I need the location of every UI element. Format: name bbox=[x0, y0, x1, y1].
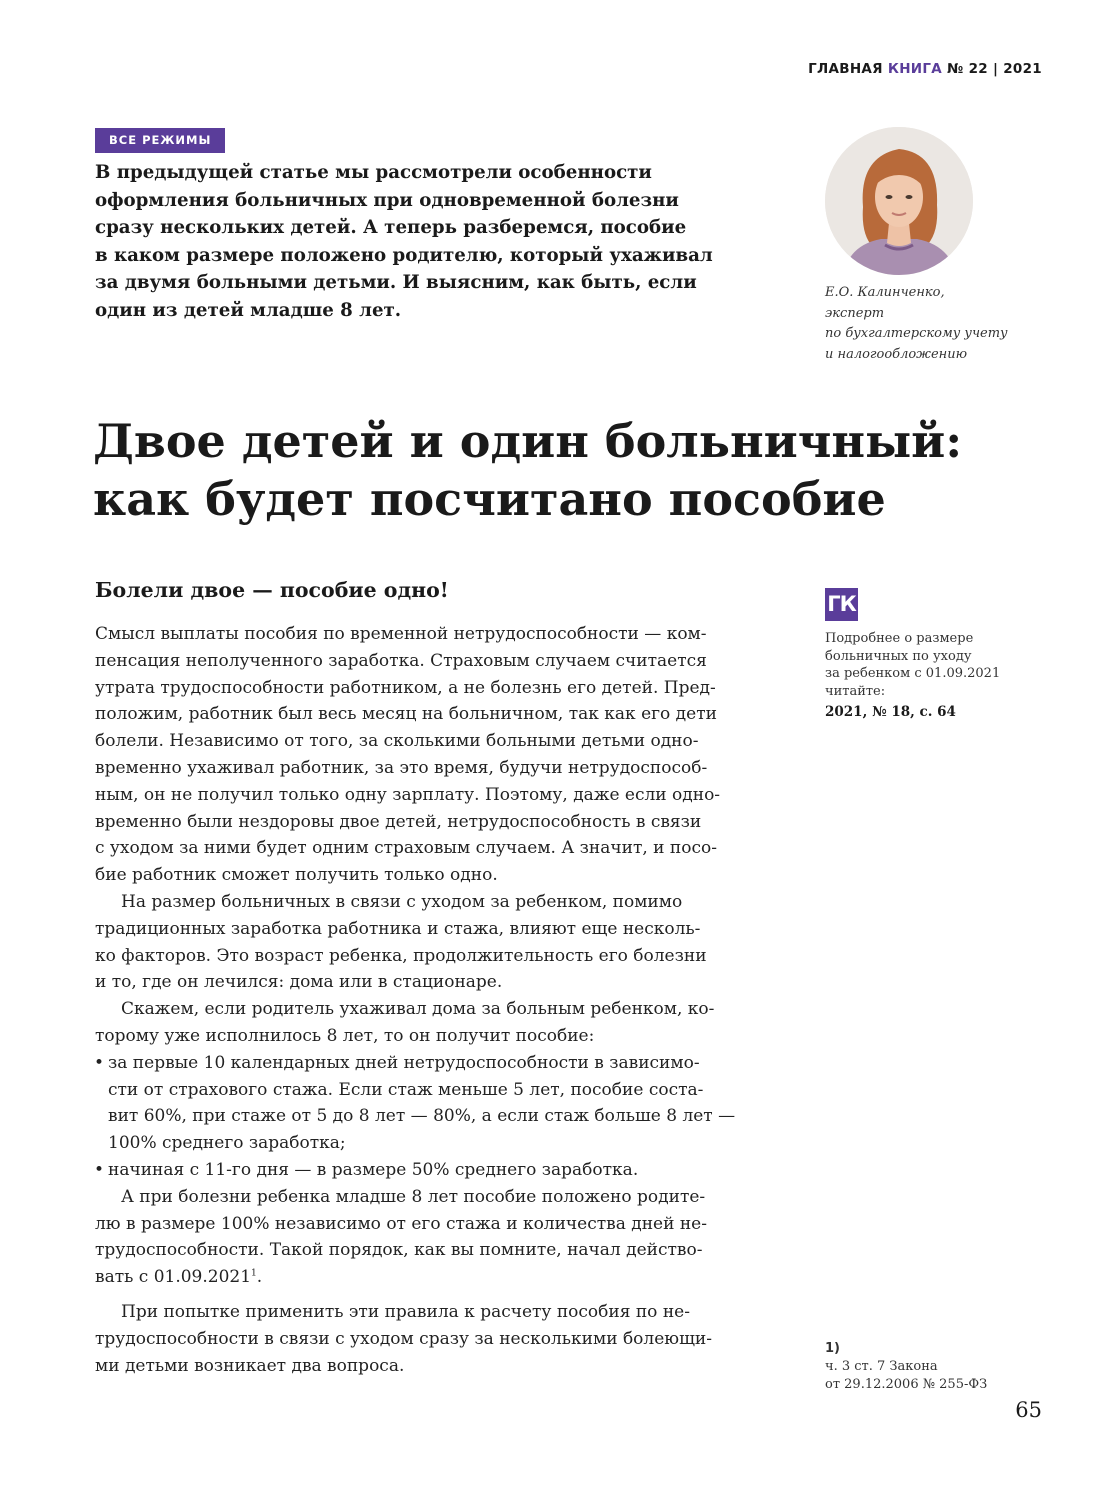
lead-line: один из детей младше 8 лет. bbox=[95, 299, 402, 321]
bullet-item: • начиная с 11-го дня — в размере 50% среднего заработка. bbox=[108, 1157, 785, 1184]
text-line: А при болезни ребенка младше 8 лет пособие положено родите- bbox=[121, 1186, 706, 1207]
ref-line: за ребенком с 01.09.2021 bbox=[825, 666, 1001, 681]
text-fragment: . bbox=[256, 1267, 263, 1288]
text-fragment: вать с 01.09.2021 bbox=[95, 1267, 252, 1288]
paragraph-2 bbox=[95, 889, 785, 996]
bullet-list bbox=[95, 1050, 785, 1184]
cross-reference-text bbox=[825, 630, 1045, 700]
footnote-reference[interactable]: 1 bbox=[251, 1268, 257, 1279]
author-caption bbox=[825, 283, 1045, 365]
title-line: Двое детей и один больничный: bbox=[93, 414, 963, 468]
footnote-mark: 1) bbox=[825, 1341, 840, 1356]
text-line: временно были нездоровы двое детей, нетрудоспособность в связи bbox=[95, 811, 702, 832]
text-line: и то, где он лечился: дома или в стационаре. bbox=[95, 972, 503, 993]
text-line bbox=[95, 1264, 785, 1291]
lead-line: В предыдущей статье мы рассмотрели особенности bbox=[95, 162, 652, 183]
gk-logo-icon: ГК bbox=[825, 588, 858, 621]
author-line: по бухгалтерскому учету bbox=[825, 326, 1008, 341]
issue-number: № 22 | 2021 bbox=[947, 61, 1042, 77]
lead-paragraph bbox=[95, 159, 785, 325]
text-line: Смысл выплаты пособия по временной нетрудоспособности — ком- bbox=[95, 624, 707, 644]
lead-line: оформления больничных при одновременной болезни bbox=[95, 189, 679, 211]
lead-line: за двумя больными детьми. И выясним, как быть, если bbox=[95, 272, 697, 294]
article-body bbox=[95, 621, 785, 1379]
title-line: как будет посчитано пособие bbox=[93, 472, 886, 526]
text-line: На размер больничных в связи с уходом за ребенком, помимо bbox=[121, 891, 683, 912]
footnote bbox=[825, 1340, 1055, 1394]
paragraph-4 bbox=[95, 1184, 785, 1291]
lead-line: сразу нескольких детей. А теперь разберемся, пособие bbox=[95, 217, 687, 239]
text-line: традиционных заработка работника и стажа, влияют еще несколь- bbox=[95, 918, 701, 939]
text-line: Скажем, если родитель ухаживал дома за больным ребенком, ко- bbox=[121, 999, 715, 1020]
rubric-badge: ВСЕ РЕЖИМЫ bbox=[95, 128, 225, 153]
lead-line: в каком размере положено родителю, который ухаживал bbox=[95, 244, 713, 266]
magazine-masthead bbox=[808, 61, 1042, 77]
text-line: ми детьми возникает два вопроса. bbox=[95, 1355, 405, 1376]
ref-line: читайте: bbox=[825, 683, 886, 699]
text-line: лю в размере 100% независимо от его стажа и количества дней не- bbox=[95, 1213, 707, 1234]
text-line: ко факторов. Это возраст ребенка, продолжительность его болезни bbox=[95, 945, 707, 966]
author-line: Е.О. Калинченко, bbox=[825, 285, 945, 300]
page-number: 65 bbox=[1015, 1398, 1042, 1422]
text-line: ным, он не получил только одну зарплату. Поэтому, даже если одно- bbox=[95, 784, 721, 805]
text-line: временно ухаживал работник, за это время, будучи нетрудоспособ- bbox=[95, 757, 708, 778]
text-line: бие работник сможет получить только одно. bbox=[95, 865, 498, 886]
author-portrait-illustration bbox=[825, 127, 973, 275]
text-line: 100% среднего заработка; bbox=[108, 1133, 346, 1154]
magazine-name-part2: КНИГА bbox=[887, 61, 943, 77]
cross-reference-citation[interactable]: 2021, № 18, с. 64 bbox=[825, 704, 956, 720]
text-line: вит 60%, при стаже от 5 до 8 лет — 80%, а если стаж больше 8 лет — bbox=[108, 1106, 736, 1127]
paragraph-1 bbox=[95, 621, 785, 889]
text-line: положим, работник был весь месяц на больничном, так как его дети bbox=[95, 704, 717, 725]
text-line: утрата трудоспособности работником, а не болезнь его детей. Пред- bbox=[95, 677, 716, 698]
text-line: сти от страхового стажа. Если стаж меньше 5 лет, пособие соста- bbox=[108, 1079, 704, 1100]
text-line: болели. Независимо от того, за сколькими больными детьми одно- bbox=[95, 731, 699, 752]
author-line: эксперт bbox=[825, 305, 885, 321]
text-line: При попытке применить эти правила к расчету пособия по не- bbox=[121, 1301, 690, 1322]
footnote-line bbox=[825, 1340, 1055, 1376]
author-line: и налогообложению bbox=[825, 346, 968, 362]
ref-line: больничных по уходу bbox=[825, 648, 972, 664]
magazine-name-part1: ГЛАВНАЯ bbox=[808, 61, 883, 77]
text-line: торому уже исполнилось 8 лет, то он получит пособие: bbox=[95, 1025, 595, 1046]
ref-line: Подробнее о размере bbox=[825, 631, 974, 646]
text-line: пенсация неполученного заработка. Страховым случаем считается bbox=[95, 650, 707, 671]
paragraph-5 bbox=[95, 1299, 785, 1379]
footnote-line: от 29.12.2006 № 255-ФЗ bbox=[825, 1377, 988, 1392]
author-photo bbox=[825, 127, 973, 275]
text-line: трудоспособности в связи с уходом сразу за несколькими болеющи- bbox=[95, 1328, 712, 1349]
text-line: с уходом за ними будет одним страховым случаем. А значит, и посо- bbox=[95, 838, 717, 859]
paragraph-3 bbox=[95, 996, 785, 1050]
section-heading: Болели двое — пособие одно! bbox=[95, 578, 449, 602]
article-title bbox=[93, 412, 1053, 528]
footnote-text: ч. 3 ст. 7 Закона bbox=[825, 1359, 938, 1374]
bullet-item: • за первые 10 календарных дней нетрудоспособности в зависимо- bbox=[108, 1050, 785, 1077]
text-line: трудоспособности. Такой порядок, как вы помните, начал действо- bbox=[95, 1240, 703, 1261]
